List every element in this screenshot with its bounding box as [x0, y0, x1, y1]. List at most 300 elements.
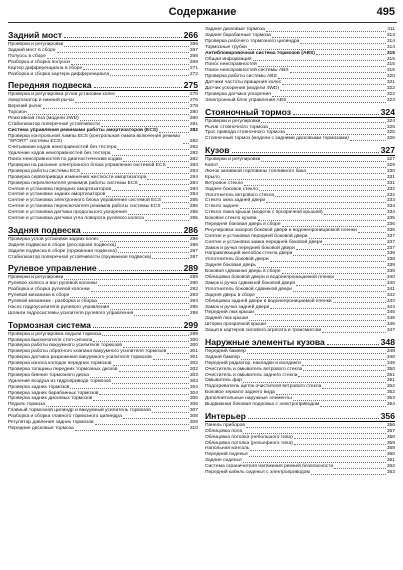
entry-title: Реактивная тяга (модели 2WD)	[8, 116, 79, 121]
dot-leader	[266, 31, 386, 32]
entry-page-number: 325	[386, 130, 395, 136]
dot-leader	[28, 114, 189, 115]
section-page-number: 327	[380, 145, 395, 156]
entry-page-number: 306	[189, 402, 198, 408]
section-page-number: 275	[183, 80, 198, 91]
entry-page-number: 302	[189, 361, 198, 367]
entry-title: Снятие и установка задних амортизаторов	[8, 192, 106, 198]
entry-page-number: 331	[386, 174, 395, 180]
page-number: 495	[376, 6, 395, 18]
entry-page-number: 285	[189, 215, 198, 221]
entry-page-number: 350	[386, 366, 395, 372]
entry-page-number: 334	[386, 204, 395, 210]
dot-leader	[98, 285, 189, 286]
entry-page-number: 336	[386, 222, 395, 228]
dot-leader	[70, 297, 188, 298]
section-title: Задняя подвеска	[8, 224, 81, 235]
dot-leader	[249, 320, 386, 321]
entry-title: Замок и ручка задней двери	[205, 304, 270, 310]
section-page-number: 286	[183, 224, 198, 235]
dot-leader	[276, 394, 386, 395]
entry-page-number: 293	[189, 293, 198, 299]
dot-leader	[247, 353, 386, 354]
section-heading	[8, 262, 198, 274]
entry-page-number: 340	[386, 275, 395, 281]
dot-leader	[255, 314, 386, 315]
entry-title: Уплотнитель боковой двери	[205, 257, 269, 263]
entry-page-number: 351	[386, 378, 395, 384]
dot-leader	[117, 149, 188, 150]
dot-leader	[57, 52, 189, 53]
entry-page-number: 361	[386, 458, 395, 464]
entry-page-number: 304	[189, 384, 198, 390]
entry-title: Проверка работы обратного клапана вакуумного усилителя тормозов	[8, 349, 167, 355]
dot-leader	[98, 303, 189, 304]
toc-column-right	[205, 27, 395, 476]
dot-leader	[93, 327, 182, 328]
entry-page-number: 287	[189, 254, 198, 260]
entry-page-number: 337	[386, 233, 395, 239]
dot-leader	[294, 438, 386, 439]
entry-page-number: 339	[386, 263, 395, 269]
entry-title: Система управления режимами работы амортизаторов (ECS)	[8, 127, 158, 133]
section-heading	[8, 224, 198, 236]
entry-page-number: 332	[386, 186, 395, 192]
entry-title: Проверка и регулировка углов установки колес	[8, 92, 116, 98]
entry-page-number: 285	[189, 198, 198, 204]
dot-leader	[293, 255, 385, 256]
entry-title: Стекло окна задней двери	[205, 198, 266, 204]
entry-title: Передние дисковые тормоза	[8, 425, 74, 431]
dot-leader	[335, 279, 386, 280]
entry-title: Трос привода стояночного тормоза	[205, 130, 285, 136]
dot-leader	[219, 167, 386, 168]
dot-leader	[147, 179, 188, 180]
dot-leader	[298, 376, 385, 377]
page-header	[8, 6, 397, 23]
dot-leader	[303, 370, 386, 371]
dot-leader	[240, 208, 386, 209]
entry-title: Боковое зеркало заднего вида	[205, 390, 275, 396]
entry-title: Замок и ручка сдвижной боковой двери	[205, 280, 296, 286]
entry-page-number: 329	[386, 163, 395, 169]
dot-leader	[152, 412, 189, 413]
entry-page-number: 282	[189, 139, 198, 145]
entry-title: Антиблокировочная система тормозов (ABS)	[205, 50, 315, 56]
section-page-number: 324	[380, 106, 395, 117]
entry-title: Разборка и сборка главного тормозного цилиндра	[8, 414, 122, 420]
entry-page-number: 332	[386, 192, 395, 198]
entry-title: Рулевое колесо и вал рулевой колонки	[8, 281, 97, 287]
dot-leader	[253, 60, 386, 61]
entry-title: Полуось в сборе	[8, 53, 46, 59]
entry-page-number: 357	[386, 428, 395, 434]
entry-title: Стояночный тормоз (модели с задними дисковыми тормозами)	[205, 136, 349, 142]
dot-leader	[350, 140, 386, 141]
entry-title: Облицовка задней двери и водонепроницаемой пленки	[205, 298, 332, 304]
entry-title: Боковая сдвижная дверь в сборе	[205, 269, 281, 275]
entry-page-number: 278	[189, 104, 198, 110]
toc-entry	[205, 98, 395, 104]
entry-page-number: 310	[189, 425, 198, 431]
entry-title: Передний люк крыши	[205, 310, 254, 316]
dot-leader	[64, 46, 189, 47]
dot-leader	[307, 173, 386, 174]
dot-leader	[261, 122, 386, 123]
entry-page-number: 324	[386, 118, 395, 124]
entry-title: Рычаг стояночного тормоза	[205, 124, 268, 130]
dot-leader	[290, 72, 386, 73]
entry-title: Защита картеров силового агрегата и трансмиссии	[205, 328, 322, 334]
entry-title: Проверка износа колодок передних тормозов	[8, 361, 112, 367]
section-heading	[205, 410, 395, 422]
entry-page-number: 322	[386, 86, 395, 91]
entry-page-number: 352	[386, 384, 395, 390]
entry-title: Снятие и установка передней боковой двери	[205, 233, 308, 239]
entry-title: Проверки и регулировки	[205, 118, 261, 124]
entry-title: Проверка датчика ускорения	[205, 91, 271, 97]
entry-title: Очиститель и омыватель ветрового стекла	[205, 366, 303, 372]
entry-title: Заднее боковое стекло	[205, 186, 258, 192]
entry-page-number: 284	[189, 186, 198, 192]
dot-leader	[153, 359, 189, 360]
dot-leader	[269, 128, 386, 129]
dot-leader	[334, 468, 386, 469]
entry-title: Задний мост в сборе	[8, 47, 56, 53]
toc-column-left	[8, 27, 198, 432]
entry-page-number: 298	[189, 310, 198, 316]
entry-title: Проверка выключателя стоп-сигнала	[8, 337, 93, 343]
dot-leader	[112, 155, 189, 156]
dot-leader	[293, 400, 386, 401]
entry-page-number: 285	[189, 204, 198, 210]
entry-title: Задняя подвеска в сборе (рессорная подвеска)	[8, 242, 117, 248]
section-heading	[205, 336, 395, 348]
entry-page-number: 349	[386, 360, 395, 366]
entry-page-number: 323	[386, 97, 395, 103]
entry-title: Проверка переключателя режимов работы системы ECS	[8, 180, 138, 186]
dot-leader	[243, 462, 386, 463]
dot-leader	[358, 232, 386, 233]
entry-title: Задние барабанные тормоза	[205, 32, 271, 38]
entry-page-number: 281	[189, 121, 198, 127]
entry-page-number: 340	[386, 280, 395, 286]
entry-title: Задние дисковые тормоза	[205, 27, 265, 33]
dot-leader	[259, 190, 386, 191]
dot-leader	[296, 249, 386, 250]
entry-page-number: 299	[189, 331, 198, 337]
toc-entry	[8, 71, 198, 77]
entry-title: Проверка и регулировка педали тормоза	[8, 331, 102, 337]
dot-leader	[75, 102, 188, 103]
section-heading	[205, 144, 395, 156]
entry-page-number: 280	[189, 110, 198, 116]
dot-leader	[83, 69, 189, 70]
entry-page-number: 337	[386, 245, 395, 251]
entry-title: Проверка рабочего тормозного цилиндра	[205, 38, 300, 44]
entry-page-number: 362	[386, 464, 395, 470]
section-title: Передняя подвеска	[8, 80, 92, 91]
dot-leader	[282, 273, 386, 274]
entry-page-number: 300	[189, 343, 198, 349]
dot-leader	[162, 202, 189, 203]
section-heading	[205, 106, 395, 118]
entry-title: Замок и ручка передней боковой двери	[205, 245, 295, 251]
dot-leader	[99, 394, 188, 395]
entry-title: Снятие и установка датчика продольного ускорения	[8, 210, 127, 216]
entry-page-number: 282	[189, 127, 198, 133]
entry-page-number: 267	[189, 47, 198, 53]
dot-leader	[64, 37, 182, 38]
entry-page-number: 301	[189, 355, 198, 361]
entry-title: Проверки и регулировки	[8, 275, 64, 281]
section-title: Кузов	[205, 145, 230, 156]
entry-page-number: 301	[189, 349, 198, 355]
dot-leader	[333, 302, 386, 303]
entry-page-number: 358	[386, 434, 395, 440]
entry-page-number: 320	[386, 74, 395, 80]
dot-leader	[282, 84, 386, 85]
entry-title: Снятие и установка датчика угла поворота рулевого колеса	[8, 215, 144, 221]
dot-leader	[250, 450, 385, 451]
entry-title: Шланги гидросистемы усилителя рулевого управления	[8, 310, 134, 316]
dot-leader	[221, 179, 386, 180]
entry-title: Проверка работы системы ECS	[8, 168, 81, 174]
dot-leader	[272, 37, 386, 38]
entry-title: Удаление воздуха из гидропривода тормозов	[8, 378, 111, 384]
entry-title: Датчик ускорения (модели 4WD)	[205, 86, 280, 91]
entry-page-number: 290	[189, 281, 198, 287]
entry-page-number: 308	[189, 414, 198, 420]
dot-leader	[248, 49, 386, 50]
entry-title: Задняя боковая дверь	[205, 263, 256, 269]
entry-title: Проверка биения тормозного диска	[8, 372, 90, 378]
entry-page-number: 282	[189, 145, 198, 151]
dot-leader	[91, 291, 189, 292]
entry-page-number: 348	[386, 348, 395, 354]
entry-page-number: 333	[386, 198, 395, 204]
section-title: Задний мост	[8, 30, 63, 40]
dot-leader	[270, 308, 386, 309]
dot-leader	[258, 220, 386, 221]
entry-page-number: 313	[386, 32, 395, 38]
entry-title: Передний сиденья	[205, 452, 248, 458]
section-title: Наружные элементы кузова	[205, 336, 325, 347]
entry-title: Облицовка потолка (рельефного типа)	[205, 440, 293, 446]
entry-title: Лючок заливной горловины топливного бака	[205, 169, 306, 175]
entry-page-number: 271	[189, 65, 198, 71]
entry-page-number: 351	[386, 372, 395, 378]
dot-leader	[294, 444, 386, 445]
entry-page-number: 276	[189, 98, 198, 104]
toc-entry	[8, 134, 198, 146]
toc-entry	[8, 254, 198, 260]
entry-title: Проверка задних тормозов	[8, 384, 70, 390]
dot-leader	[83, 232, 182, 233]
dot-leader	[95, 424, 189, 425]
entry-title: Проверка задних дисковых тормозов	[8, 396, 93, 402]
dot-leader	[327, 344, 379, 345]
entry-title: Облицовка боковой двери и водонепроницаемой пленки	[205, 275, 335, 281]
dot-leader	[75, 430, 189, 431]
entry-title: Задние сиденья	[205, 458, 242, 464]
dot-leader	[81, 173, 189, 174]
entry-title: Датчики частоты вращения колес	[205, 80, 282, 86]
dot-leader	[287, 102, 385, 103]
dot-leader	[322, 332, 386, 333]
entry-title: Удаление кодов неисправностей без тестера	[8, 151, 111, 157]
dot-leader	[320, 406, 386, 407]
dot-leader	[302, 365, 386, 366]
entry-title: Задняя подвеска в сборе (пружинная подвеска)	[8, 248, 117, 254]
entry-page-number: 285	[189, 210, 198, 216]
entry-page-number: 330	[386, 169, 395, 175]
toc-entry	[205, 470, 395, 476]
entry-title: Проверка работы системы ABS	[205, 74, 277, 80]
entry-title: Проверка датчика разрежения вакуумного усилителя тормозов	[8, 355, 152, 361]
dot-leader	[280, 90, 386, 91]
toc-entry	[8, 426, 198, 432]
entry-title: Снятие и установка замка передней боковой двери	[205, 239, 323, 245]
entry-page-number: 325	[386, 124, 395, 130]
dot-leader	[113, 365, 189, 366]
entry-title: Разборка и сборка полуоси	[8, 59, 71, 65]
entry-page-number: 283	[189, 168, 198, 174]
entry-page-number: 343	[386, 298, 395, 304]
entry-title: Педаль тормоза	[8, 402, 46, 408]
toc-entry	[8, 311, 198, 317]
dot-leader	[270, 261, 386, 262]
dot-leader	[257, 267, 386, 268]
entry-page-number: 352	[386, 390, 395, 396]
entry-page-number: 303	[189, 372, 198, 378]
dot-leader	[324, 214, 386, 215]
entry-page-number: 275	[189, 92, 198, 98]
entry-title: Передняя боковая дверь в сборе	[205, 222, 281, 228]
entry-page-number: 327	[386, 157, 395, 163]
entry-title: Поиск неисправностей системы ABS	[205, 68, 289, 74]
page-title: Содержание	[168, 6, 237, 18]
dot-leader	[145, 220, 189, 221]
entry-title: Омыватель фар	[205, 378, 242, 384]
dot-leader	[100, 241, 189, 242]
entry-title: Проверка работы вакуумного усилителя тормозов	[8, 343, 122, 349]
entry-title: Передний кабель сиденья с электроприводом	[205, 469, 310, 475]
entry-page-number: 363	[386, 469, 395, 475]
dot-leader	[94, 87, 182, 88]
dot-leader	[80, 120, 189, 121]
dot-leader	[118, 252, 189, 253]
entry-title: Проверка сервопривода изменения жесткости амортизатора	[8, 174, 147, 180]
entry-title: Разборка и сборка рулевой колонки	[8, 287, 90, 293]
entry-title: Электронный блок управления ABS	[205, 97, 287, 103]
dot-leader	[112, 190, 189, 191]
entry-title: Амортизатор и нижний рычаг	[8, 98, 75, 104]
entry-title: Проверки и регулировки	[8, 42, 64, 48]
dot-leader	[309, 238, 386, 239]
entry-page-number: 269	[189, 59, 198, 65]
dot-leader	[278, 78, 386, 79]
entry-title: Стабилизатор поперечной устойчивости	[8, 121, 100, 127]
dot-leader	[70, 388, 188, 389]
dot-leader	[272, 96, 386, 97]
entry-page-number: 316	[386, 68, 395, 74]
dot-leader	[119, 371, 189, 372]
entry-title: Проверки и регулировки	[205, 157, 261, 163]
dot-leader	[123, 418, 189, 419]
entry-title: Главный тормозной цилиндр и вакуумный усилитель тормозов	[8, 408, 151, 414]
entry-title: Разборка и сборка картера дифференциала	[8, 71, 110, 77]
entry-page-number: 322	[386, 91, 395, 97]
dot-leader	[244, 185, 386, 186]
section-heading	[8, 29, 198, 41]
dot-leader	[110, 75, 189, 76]
dot-leader	[117, 247, 189, 248]
entry-title: Напольная консоль	[205, 446, 250, 452]
entry-page-number: 284	[189, 180, 198, 186]
entry-page-number: 348	[386, 354, 395, 360]
dot-leader	[162, 208, 189, 209]
entry-title: Проверка углов установки задних колес	[8, 236, 99, 242]
entry-page-number: 295	[189, 304, 198, 310]
section-page-number: 289	[183, 263, 198, 274]
entry-page-number: 338	[386, 257, 395, 263]
dot-leader	[246, 427, 386, 428]
entry-title: Стекло люка крыши (модели с прозрачной крышей)	[205, 210, 323, 216]
entry-page-number: 289	[189, 275, 198, 281]
entry-page-number: 336	[386, 227, 395, 233]
entry-page-number: 335	[386, 216, 395, 222]
dot-leader	[261, 161, 386, 162]
entry-title: Очиститель и омыватель заднего стекла	[205, 372, 298, 378]
entry-title: Система ограничителя натяжения ремней безопасности	[205, 464, 334, 470]
dot-leader	[128, 214, 189, 215]
dot-leader	[241, 359, 386, 360]
dot-leader	[300, 43, 386, 44]
entry-page-number: 356	[386, 422, 395, 428]
entry-title: Задняя дверь в сборе	[205, 292, 255, 298]
entry-page-number: 359	[386, 446, 395, 452]
entry-page-number: 334	[386, 210, 395, 216]
entry-title: Проверка задних барабанных тормозов	[8, 390, 99, 396]
entry-page-number: 286	[189, 236, 198, 242]
entry-page-number: 321	[386, 80, 395, 86]
dot-leader	[323, 244, 386, 245]
entry-page-number: 268	[189, 53, 198, 59]
dot-leader	[167, 167, 189, 168]
entry-page-number: 266	[189, 42, 198, 48]
dot-leader	[90, 377, 189, 378]
entry-page-number: 354	[386, 401, 395, 407]
dot-leader	[116, 96, 188, 97]
section-page-number: 299	[183, 319, 198, 330]
dot-leader	[134, 315, 189, 316]
entry-page-number: 307	[189, 408, 198, 414]
entry-title: Облицовка потолка (небольшого типа)	[205, 434, 293, 440]
entry-page-number: 284	[189, 174, 198, 180]
entry-page-number: 309	[189, 420, 198, 425]
toc-entry	[205, 136, 395, 142]
entry-page-number: 303	[189, 378, 198, 384]
entry-page-number: 337	[386, 239, 395, 245]
entry-title: Передний радиатор, накладки и молдинги	[205, 360, 301, 366]
entry-title: Передний бампер	[205, 348, 246, 354]
entry-title: Считывание кодов неисправностей без тестера	[8, 145, 117, 151]
dot-leader	[47, 58, 189, 59]
section-title: Стояночный тормоз	[205, 106, 291, 117]
dot-leader	[183, 143, 189, 144]
entry-page-number: 331	[386, 180, 395, 186]
